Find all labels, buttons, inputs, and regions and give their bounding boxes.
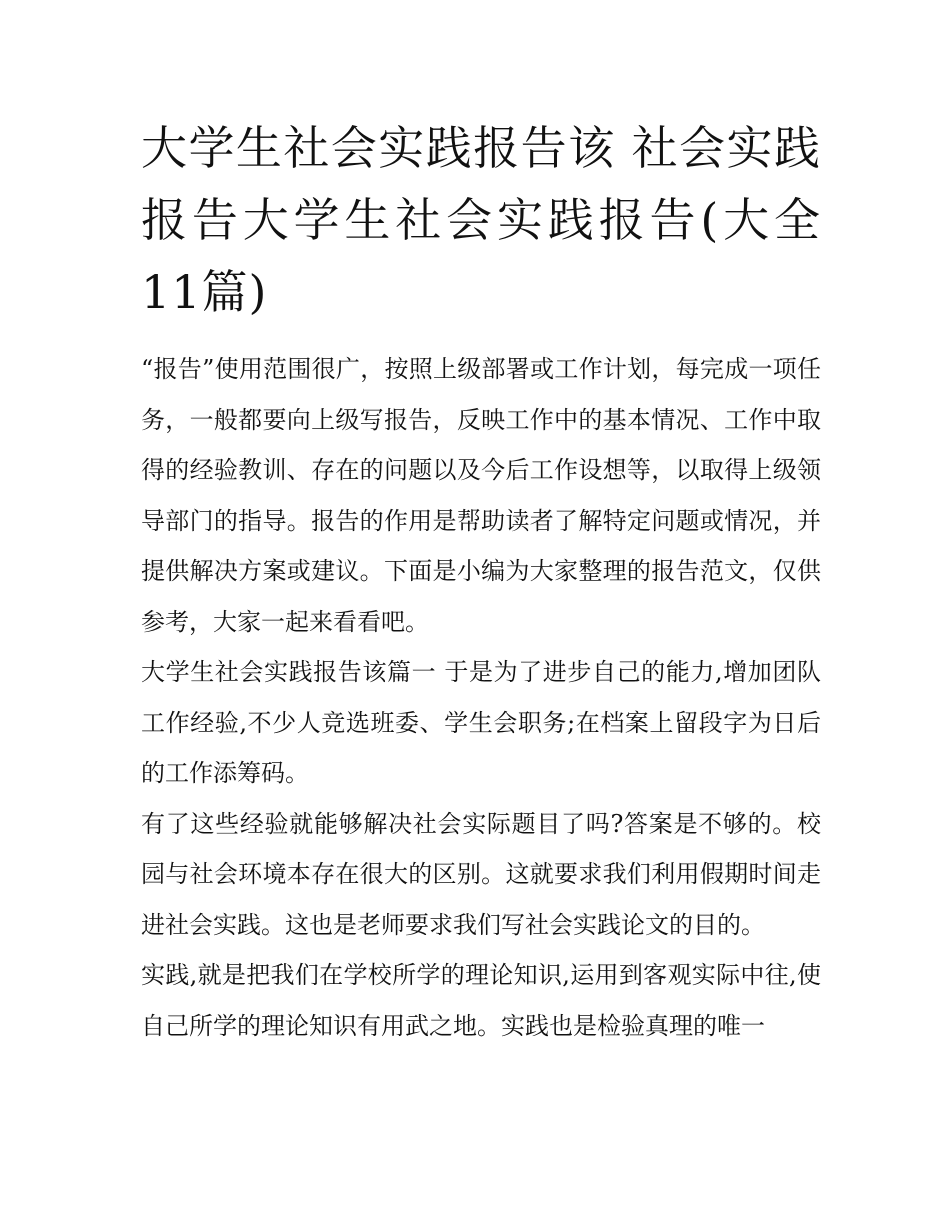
- body-paragraph-1: 大学生社会实践报告该篇一 于是为了进步自己的能力,增加团队工作经验,不少人竞选班委、学生会职务;在档案上留段字为日后的工作添筹码。: [141, 658, 821, 787]
- document-page: [141, 112, 821, 1051]
- body-paragraph-3: 实践,就是把我们在学校所学的理论知识,运用到客观实际中往,使自己所学的理论知识有用武之地。实践也是检验真理的唯一: [141, 961, 821, 1040]
- body-paragraph-2: 有了这些经验就能够解决社会实际题目了吗?答案是不够的。校园与社会环境本存在很大的区别。这就要求我们利用假期时间走进社会实践。这也是老师要求我们写社会实践论文的目的。: [141, 809, 821, 939]
- document-title: 大学生社会实践报告该 社会实践报告大学生社会实践报告(大全11篇): [141, 121, 821, 319]
- intro-paragraph: “报告”使用范围很广，按照上级部署或工作计划，每完成一项任务，一般都要向上级写报告，反映工作中的基本情况、工作中取得的经验教训、存在的问题以及今后工作设想等，以取得上级领导部门的指导。报告的作用是帮助读者了解特定问题或情况，并提供解决方案或建议。下面是小编为大家整理的报告范文，仅供参考，大家一起来看看吧。: [141, 355, 821, 636]
